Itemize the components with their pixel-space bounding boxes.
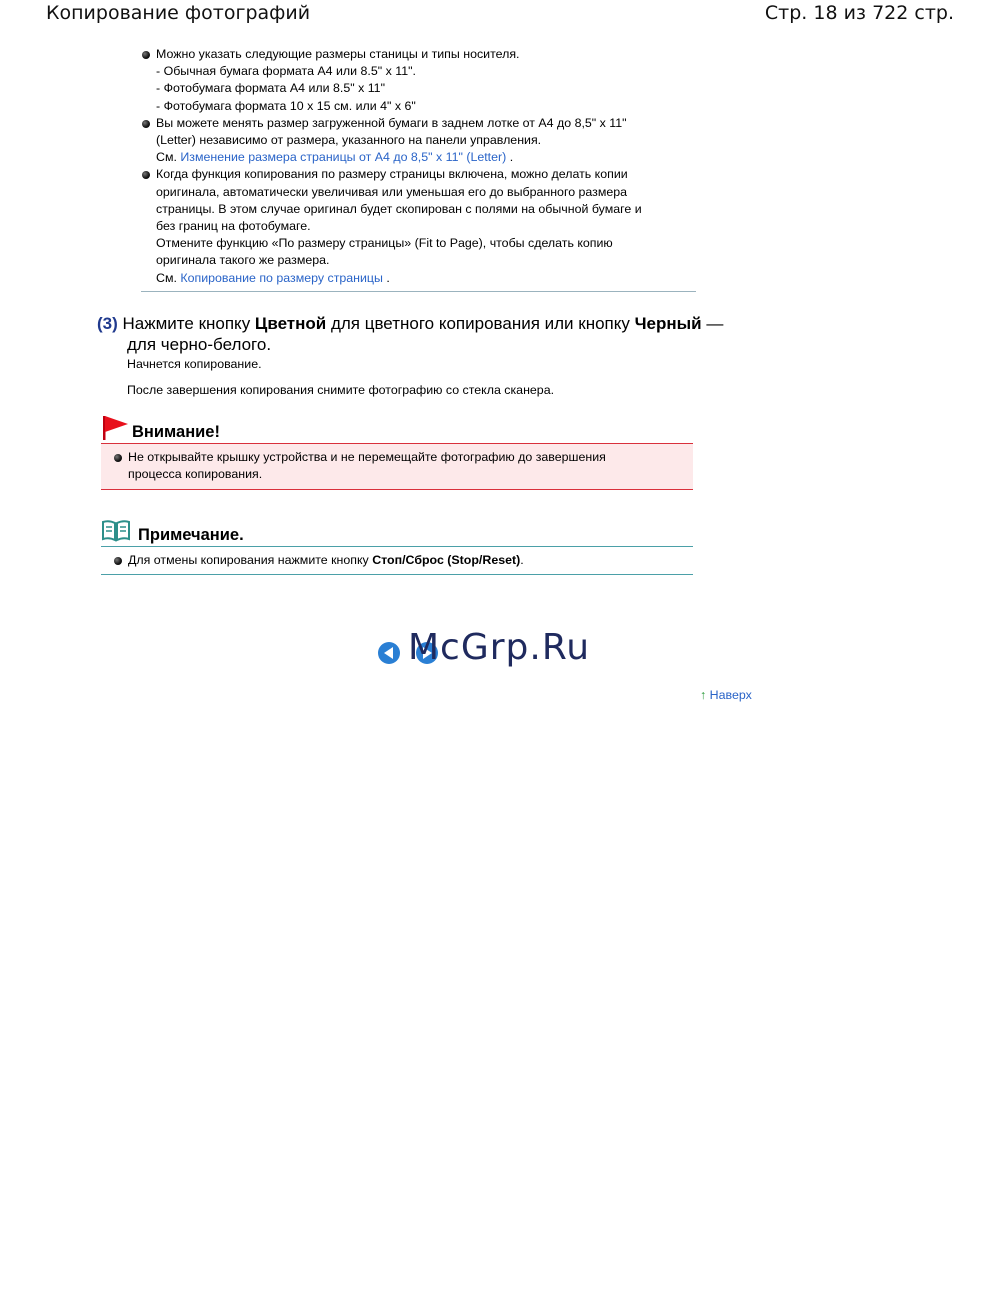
list-item [141,115,697,132]
page-title: Копирование фотографий [46,2,311,24]
bullet-text: Можно указать следующие размеры станицы и типы носителя. [156,47,520,61]
note-divider [101,574,693,575]
see-suffix: . [509,150,514,165]
bullet-text: страницы. В этом случае оригинал будет скопирован с полями на обычной бумаге и [156,201,642,216]
bullet-text: (Letter) независимо от размера, указанного на панели управления. [156,133,542,148]
note-divider [101,546,693,547]
warning-title: Внимание! [132,423,220,441]
page-size-change-link[interactable]: Изменение размера страницы от А4 до 8,5" x 11" (Letter) [180,150,507,165]
bullet-text: оригинала такого же размера. [156,253,330,268]
note-title: Примечание. [138,526,244,544]
bullet-text: без границ на фотобумаге. [156,219,311,234]
see-prefix: См. [156,150,177,165]
color-button-name: Цветной [254,314,327,333]
watermark: McGrp.Ru [408,627,591,668]
warning-flag-icon [101,415,129,441]
previous-page-icon[interactable] [377,641,401,665]
note-line: Для отмены копирования нажмите кнопку [128,553,373,567]
bullet-icon [114,557,122,565]
step-paragraph: После завершения копирования снимите фотографию со стекла сканера. [127,383,555,397]
step-line [97,313,797,334]
bullet-icon [142,51,150,59]
bullet-text: Отмените функцию «По размеру страницы» (Fit to Page), чтобы сделать копию [156,236,613,251]
back-to-top-label: Наверх [709,688,752,702]
bullet-text: Вы можете менять размер загруженной бумаги в заднем лотке от А4 до 8,5" x 11" [156,115,627,130]
bullet-icon [114,454,122,462]
see-prefix: См. [156,270,177,285]
stop-reset-button-name: Стоп/Сброс (Stop/Reset) [372,553,521,567]
warning-line: процесса копирования. [128,467,263,482]
see-also [141,270,697,287]
note-suffix: . [520,553,524,567]
warning-text [113,449,673,483]
sub-item: - Обычная бумага формата А4 или 8.5" x 11". [156,64,416,79]
step-number: (3) [97,314,118,333]
back-to-top-link[interactable] [700,688,752,702]
sub-item: - Фотобумага формата 10 x 15 см. или 4" x 6" [156,98,416,113]
see-also [141,149,697,166]
fit-to-page-link[interactable]: Копирование по размеру страницы [180,270,383,285]
list-item [113,552,673,569]
book-icon [101,519,131,543]
note-text [113,552,673,569]
info-box-divider [141,291,696,292]
step-line: для черно-белого. [127,335,272,354]
info-box [141,46,697,287]
bullet-icon [142,120,150,128]
bullet-text: Когда функция копирования по размеру страницы включена, можно делать копии [156,167,628,182]
page-counter: Стр. 18 из 722 стр. [764,2,954,24]
list-item [113,449,673,466]
bullet-text: оригинала, автоматически увеличивая или уменьшая его до выбранного размера [156,184,628,199]
sub-item: - Фотобумага формата А4 или 8.5" x 11" [156,81,385,96]
step-paragraph: Начнется копирование. [127,357,262,371]
step-text: — [701,314,724,333]
see-suffix: . [386,270,390,285]
arrow-up-icon: ↑ [700,688,707,702]
list-item [141,46,697,63]
black-button-name: Черный [634,314,702,333]
list-item [141,166,697,183]
step-text: Нажмите кнопку [122,314,255,333]
warning-line: Не открывайте крышку устройства и не перемещайте фотографию до завершения [128,450,606,464]
step-3 [97,313,797,355]
bullet-icon [142,171,150,179]
step-text: для цветного копирования или кнопку [326,314,635,333]
